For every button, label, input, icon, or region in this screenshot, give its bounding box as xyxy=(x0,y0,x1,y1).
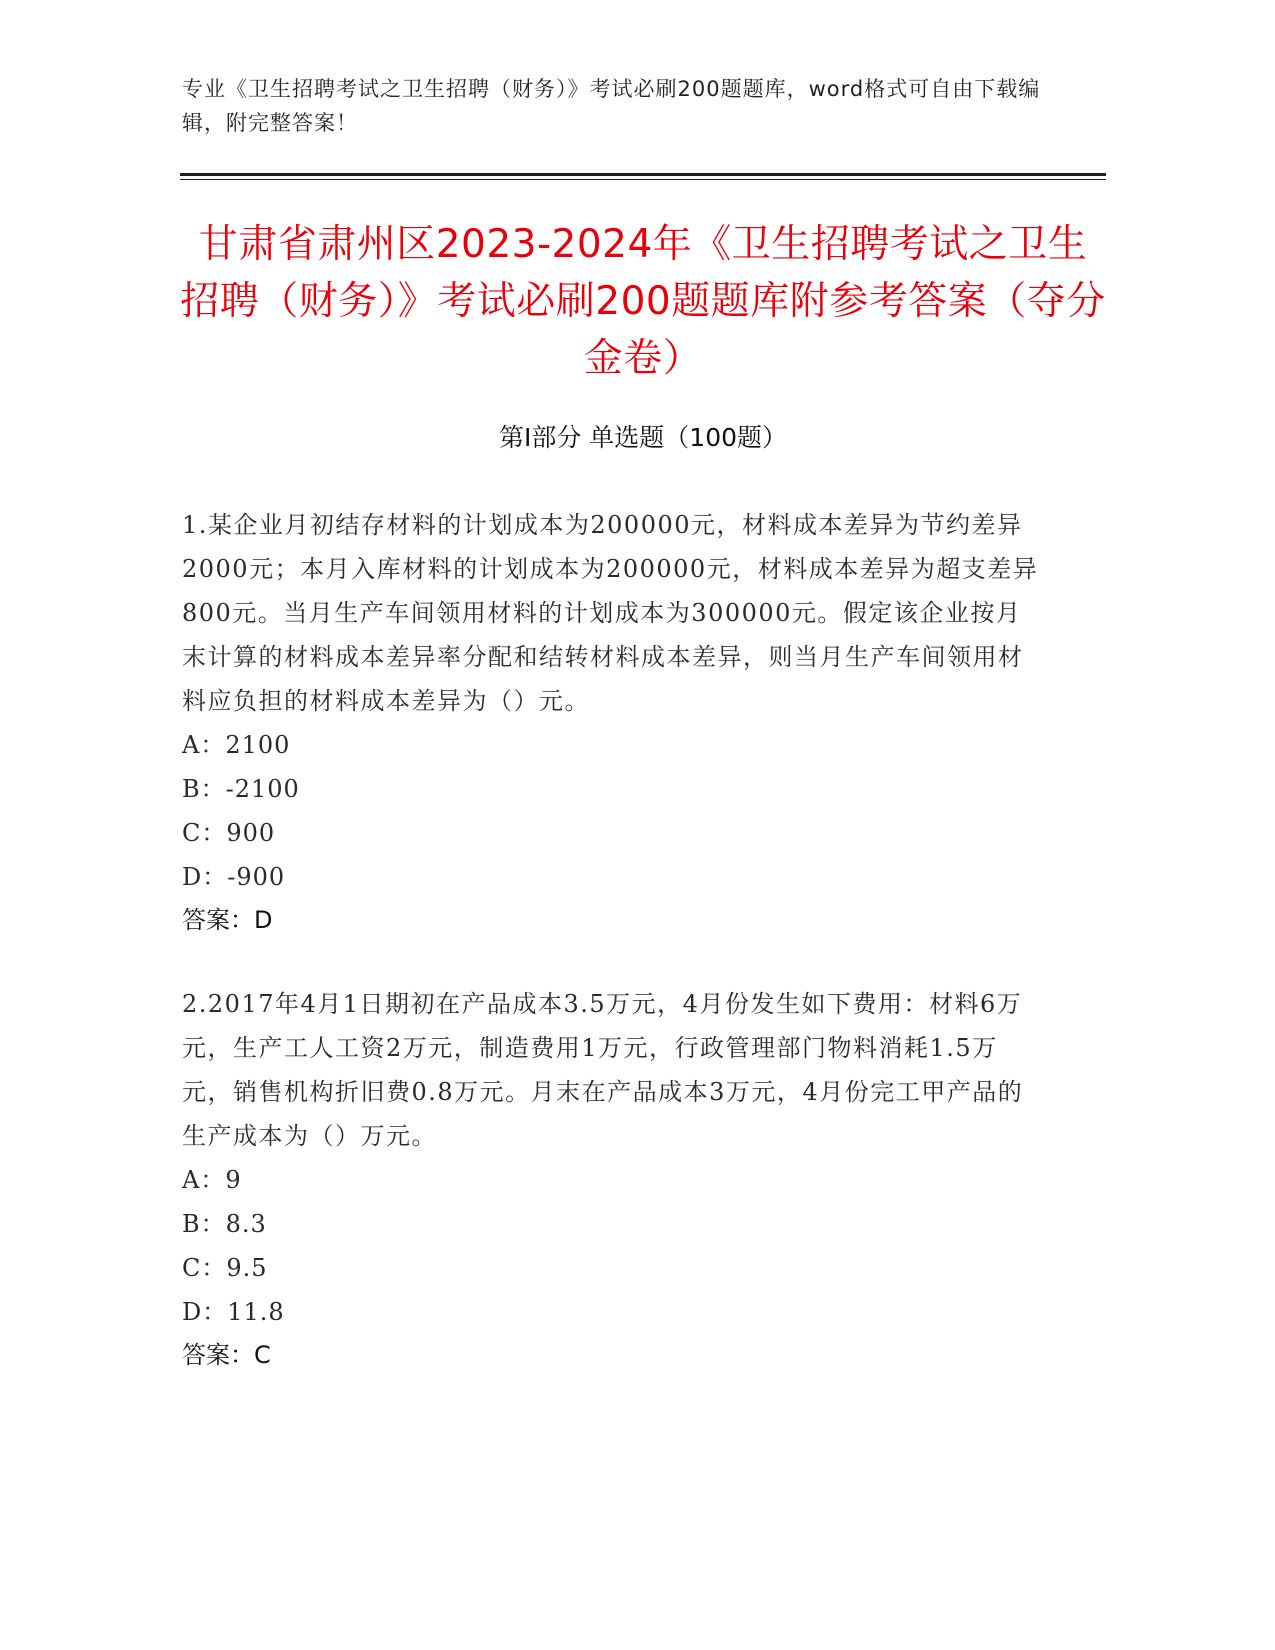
header-divider-thin xyxy=(180,179,1106,180)
question-stem: 1.某企业月初结存材料的计划成本为200000元，材料成本差异为节约差异2000元；本月入库材料的计划成本为200000元，材料成本差异为超支差异800元。当月生产车间领用材料的计划成本为300000元。假定该企业按月末计算的材料成本差异率分配和结转材料成本差异，则当月生产车间领用材料应负担的材料成本差异为（）元。 xyxy=(182,511,1039,715)
header-divider-thick xyxy=(180,173,1106,176)
option-a: A：9 xyxy=(182,1166,242,1194)
option-c: C：9.5 xyxy=(182,1254,268,1282)
option-b: B：-2100 xyxy=(182,775,300,803)
answer: 答案：C xyxy=(182,1341,271,1369)
document-title: 甘肃省肃州区2023-2024年《卫生招聘考试之卫生招聘（财务）》考试必刷200题题库附参考答案（夺分金卷） xyxy=(180,222,1106,381)
option-d: D：11.8 xyxy=(182,1298,285,1326)
section-title: 第Ⅰ部分 单选题（100题） xyxy=(498,423,788,452)
option-d: D：-900 xyxy=(182,863,286,891)
option-c: C：900 xyxy=(182,819,276,847)
option-a: A：2100 xyxy=(182,731,291,759)
question-2 xyxy=(182,982,1042,1376)
option-b: B：8.3 xyxy=(182,1210,267,1238)
header-note: 专业《卫生招聘考试之卫生招聘（财务）》考试必刷200题题库，word格式可自由下载编辑，附完整答案！ xyxy=(182,77,1041,135)
question-stem: 2.2017年4月1日期初在产品成本3.5万元，4月份发生如下费用：材料6万元，生产工人工资2万元，制造费用1万元，行政管理部门物料消耗1.5万元，销售机构折旧费0.8万元。月末在产品成本3万元，4月份完工甲产品的生产成本为（）万元。 xyxy=(182,990,1024,1150)
question-1 xyxy=(182,503,1042,941)
answer: 答案：D xyxy=(182,906,273,934)
